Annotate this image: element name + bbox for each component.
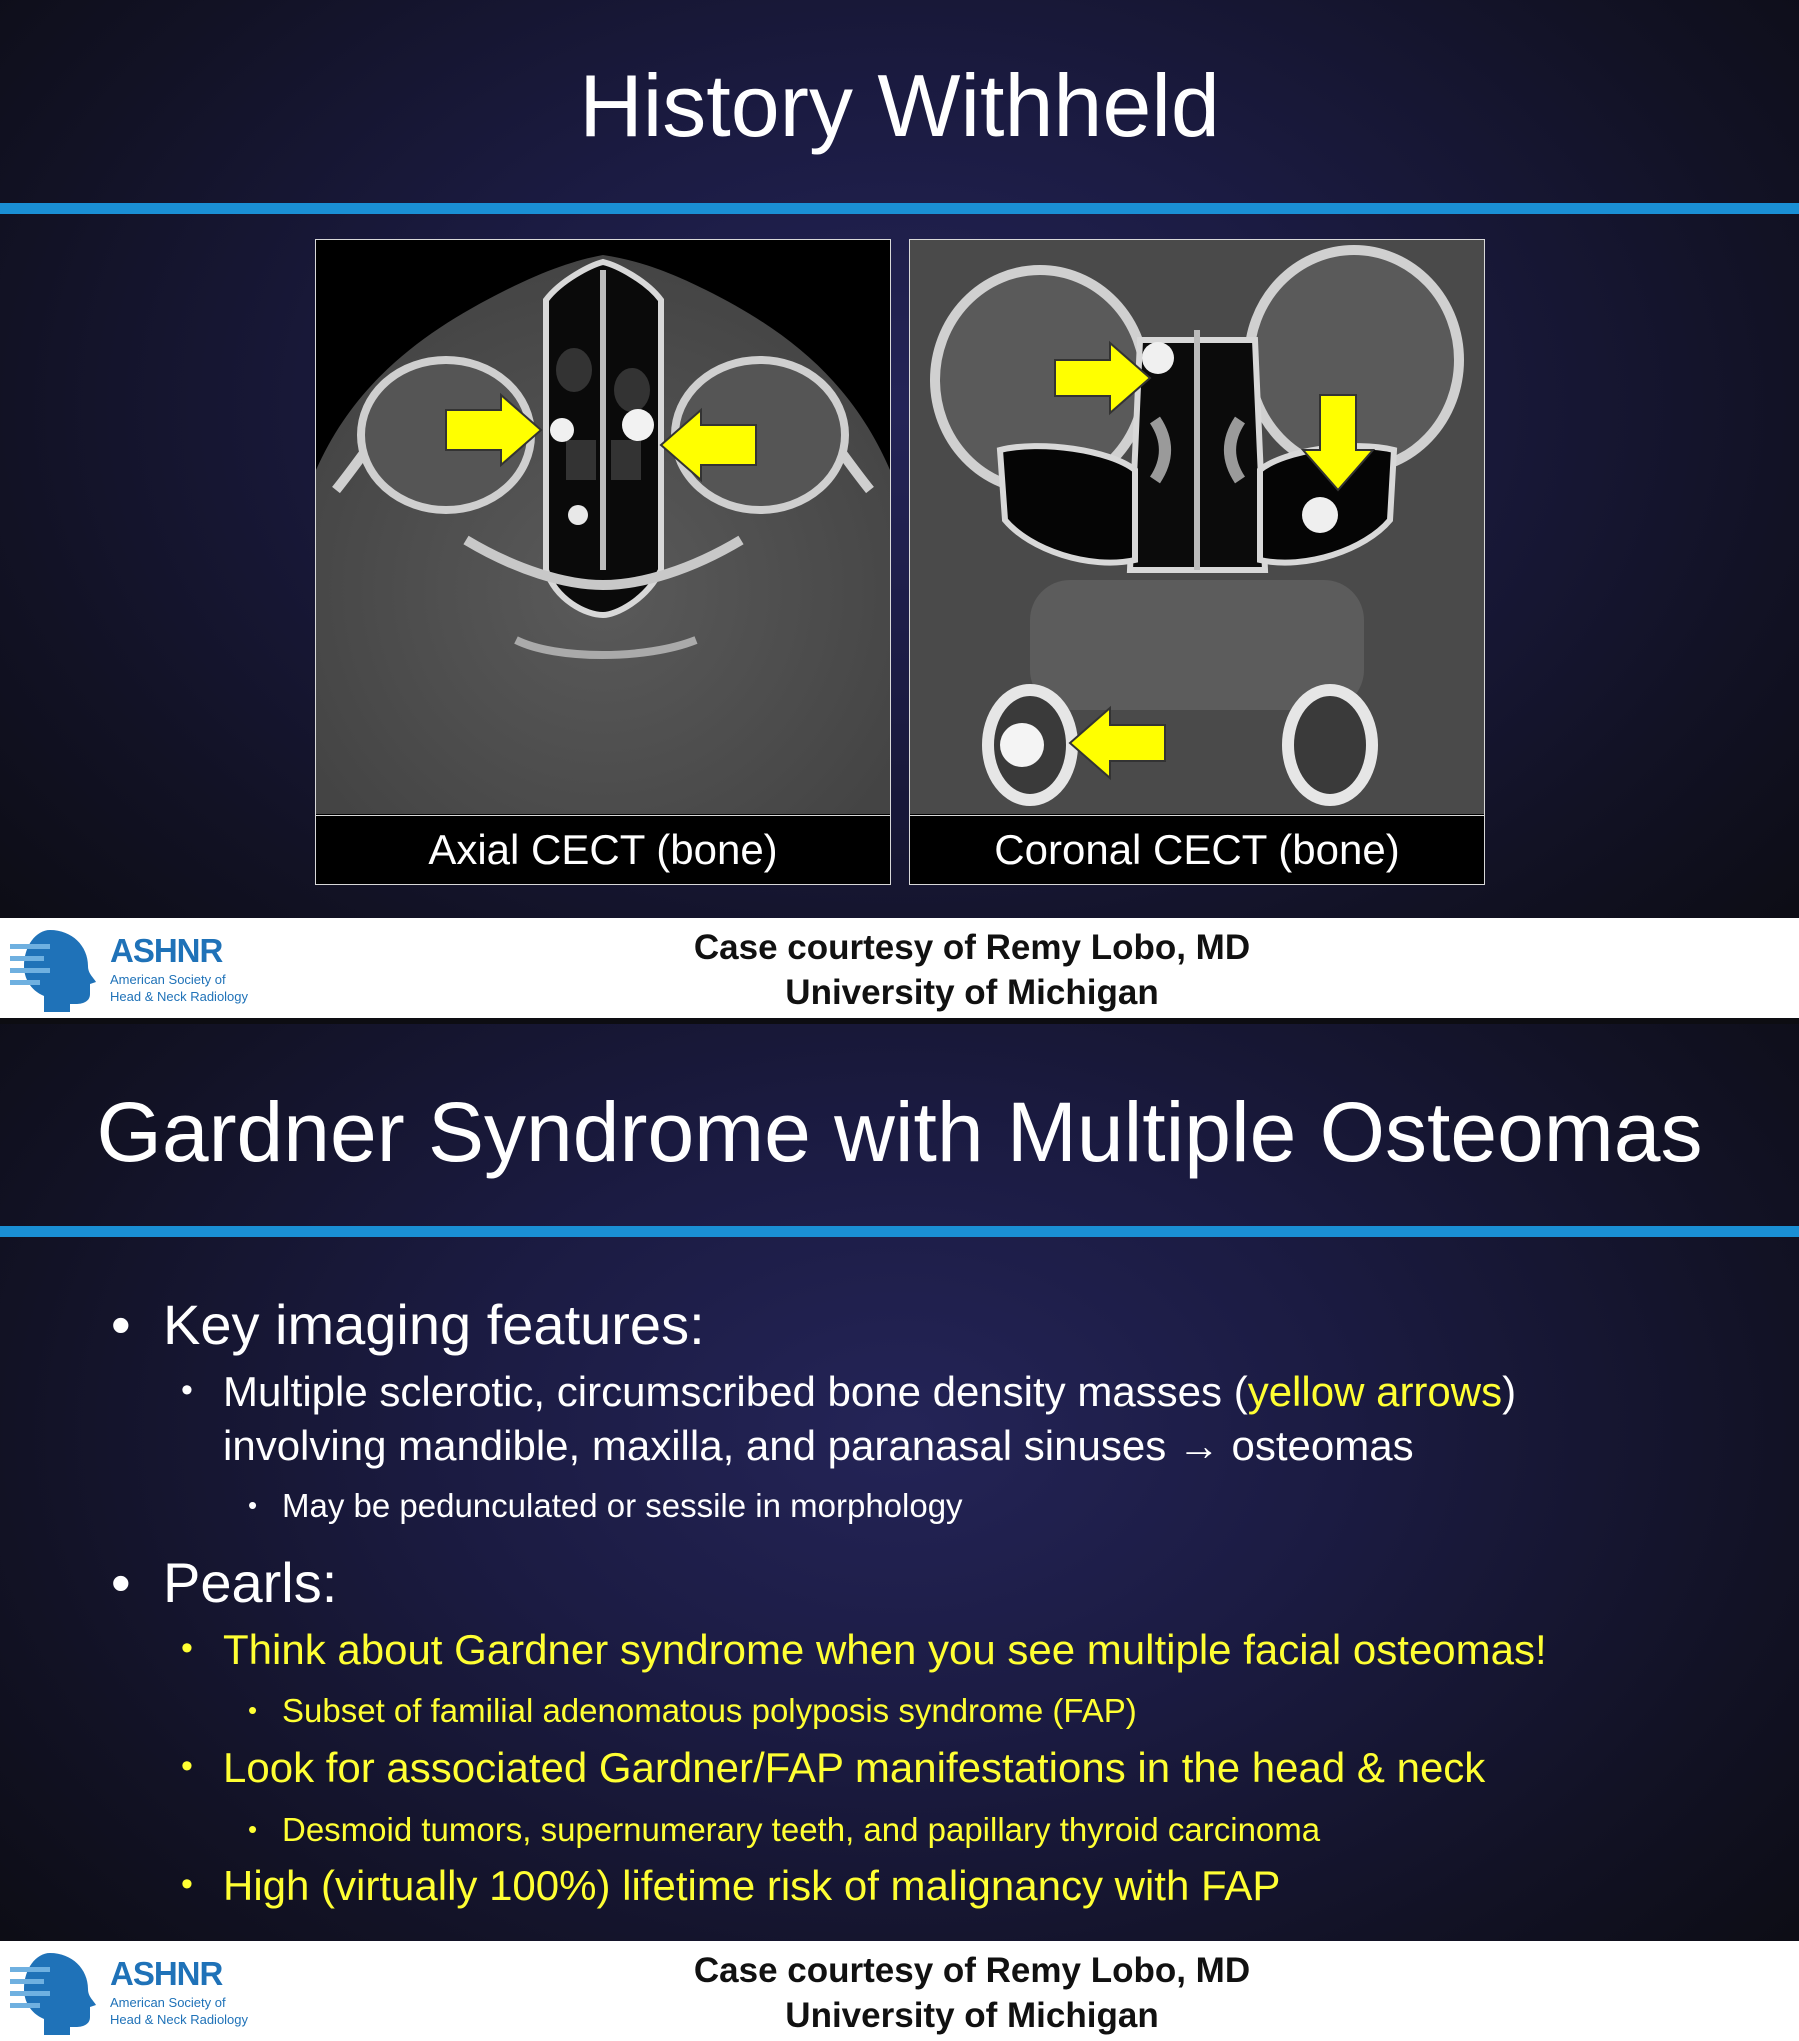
title-divider [0, 1226, 1799, 1237]
bullet-pearl-1: • Think about Gardner syndrome when you see multiple facial osteomas! [181, 1626, 1547, 1673]
bullet-pearl-1-sub: • Subset of familial adenomatous polyposis syndrome (FAP) [248, 1692, 1137, 1729]
credit-line-1: Case courtesy of Remy Lobo, MD [693, 1951, 1251, 1990]
coronal-ct-panel [909, 239, 1485, 885]
logo-name: ASHNR [110, 932, 223, 969]
bullet-text: Think about Gardner syndrome when you see multiple facial osteomas! [223, 1626, 1547, 1673]
bullet-pearl-2: • Look for associated Gardner/FAP manifestations in the head & neck [181, 1744, 1486, 1791]
bullet-key-item: • Multiple sclerotic, circumscribed bone density masses (yellow arrows) [181, 1368, 1517, 1415]
bullet-text: Subset of familial adenomatous polyposis syndrome (FAP) [282, 1692, 1137, 1729]
slide-title: Gardner Syndrome with Multiple Osteomas [96, 1085, 1703, 1179]
bullet-text: May be pedunculated or sessile in morphology [282, 1487, 963, 1524]
bullet-text: High (virtually 100%) lifetime risk of malignancy with FAP [223, 1862, 1281, 1909]
title-divider [0, 203, 1799, 214]
slide-history-withheld [0, 0, 1799, 1018]
logo-subtitle-line1: American Society of [110, 972, 226, 987]
logo-subtitle-line1: American Society of [110, 1995, 226, 2010]
bullet-pearl-3: • High (virtually 100%) lifetime risk of malignancy with FAP [181, 1862, 1281, 1909]
slide-title: History Withheld [579, 56, 1220, 155]
footer-bar [0, 918, 1799, 1018]
bullet-text: Pearls: [163, 1551, 338, 1614]
bullet-text: Multiple sclerotic, circumscribed bone density masses ( [223, 1368, 1248, 1415]
highlight-text: yellow arrows [1247, 1368, 1503, 1415]
axial-ct-panel [315, 239, 891, 885]
slide-gardner-syndrome [0, 1024, 1799, 2041]
credit-line-2: University of Michigan [785, 973, 1159, 1012]
bullet-text: Desmoid tumors, supernumerary teeth, and papillary thyroid carcinoma [282, 1811, 1321, 1848]
bullet-pearl-2-sub: • Desmoid tumors, supernumerary teeth, and papillary thyroid carcinoma [248, 1811, 1321, 1848]
bullet-key-item-cont [223, 1422, 1414, 1470]
bullet-key-sub: • May be pedunculated or sessile in morphology [248, 1487, 963, 1524]
logo-name: ASHNR [110, 1955, 223, 1992]
footer-bar [0, 1941, 1799, 2041]
logo-subtitle-line2: Head & Neck Radiology [110, 989, 249, 1004]
bullet-text: ) [1502, 1368, 1517, 1415]
logo-subtitle-line2: Head & Neck Radiology [110, 2012, 249, 2027]
bullet-pearls: • Pearls: [111, 1551, 338, 1614]
bullet-text: Key imaging features: [163, 1293, 705, 1356]
bullet-text: Look for associated Gardner/FAP manifestations in the head & neck [223, 1744, 1486, 1791]
bullet-key-features: • Key imaging features: [111, 1293, 705, 1356]
axial-ct-image [316, 240, 890, 814]
credit-line-1: Case courtesy of Remy Lobo, MD [693, 928, 1251, 967]
bullet-text: involving mandible, maxilla, and paranasal sinuses → osteomas [223, 1422, 1414, 1469]
coronal-ct-image [910, 240, 1484, 814]
credit-line-2: University of Michigan [785, 1996, 1159, 2035]
coronal-caption: Coronal CECT (bone) [910, 815, 1484, 884]
axial-caption: Axial CECT (bone) [316, 815, 890, 884]
